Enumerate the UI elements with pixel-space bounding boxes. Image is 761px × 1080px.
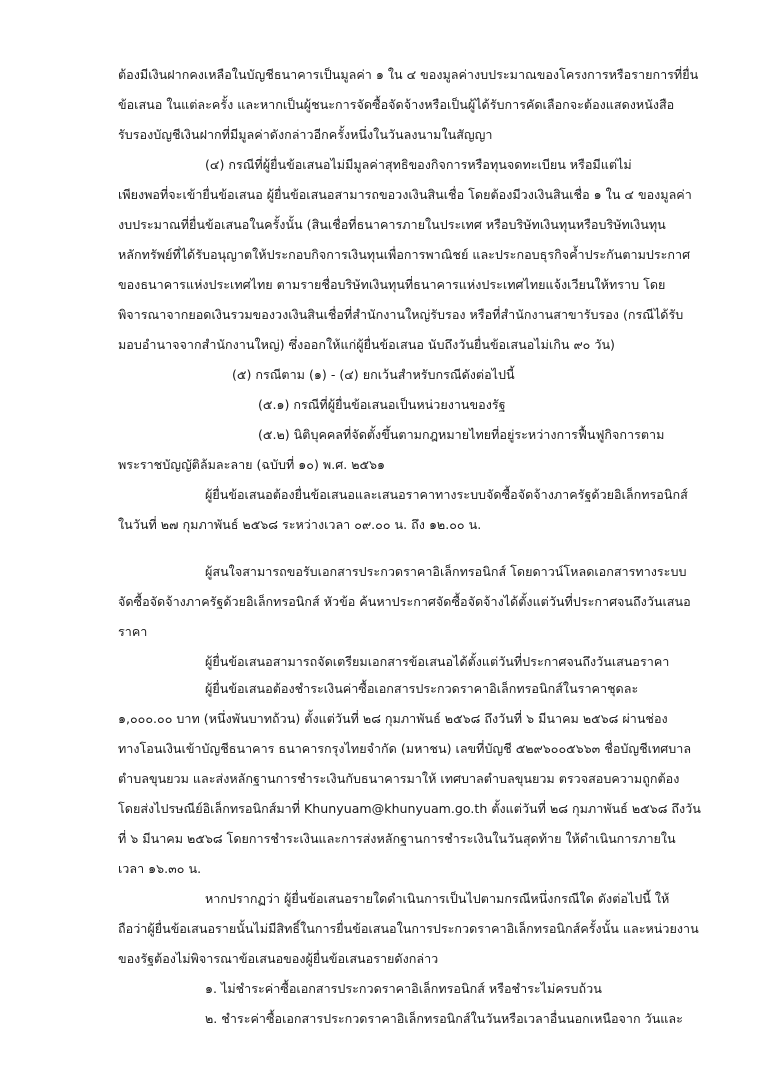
body-line: ผู้ยื่นข้อเสนอสามารถจัดเตรียมเอกสารข้อเสนอได้ตั้งแต่วันที่ประกาศจนถึงวันเสนอราคา <box>205 654 670 669</box>
body-line: ผู้สนใจสามารถขอรับเอกสารประกวดราคาอิเล็กทรอนิกส์ โดยดาวน์โหลดเอกสารทางระบบ <box>205 564 687 579</box>
body-line: จัดซื้อจัดจ้างภาครัฐด้วยอิเล็กทรอนิกส์ หัวข้อ ค้นหาประกาศจัดซื้อจัดจ้างได้ตั้งแต่วันที่ประกาศจนถึงวันเสนอ <box>118 594 691 609</box>
body-line: ตำบลขุนยวม และส่งหลักฐานการชำระเงินกับธนาคารมาให้ เทศบาลตำบลขุนยวม ตรวจสอบความถูกต้อง <box>118 771 680 786</box>
body-line: เพียงพอที่จะเข้ายื่นข้อเสนอ ผู้ยื่นข้อเสนอสามารถขอวงเงินสินเชื่อ โดยต้องมีวงเงินสินเชื่อ ๑ ใน ๔ ของมูลค่า <box>118 187 692 202</box>
body-line: ของธนาคารแห่งประเทศไทย ตามรายชื่อบริษัทเงินทุนที่ธนาคารแห่งประเทศไทยแจ้งเวียนให้ทราบ โดย <box>118 277 666 292</box>
body-line: ที่ ๖ มีนาคม ๒๕๖๘ โดยการชำระเงินและการส่งหลักฐานการชำระเงินในวันสุดท้าย ให้ดำเนินการภายใน <box>118 831 676 846</box>
body-line: เวลา ๑๖.๓๐ น. <box>118 861 202 876</box>
body-line: (๕.๑) กรณีที่ผู้ยื่นข้อเสนอเป็นหน่วยงานของรัฐ <box>258 397 506 412</box>
body-line: โดยส่งไปรษณีย์อิเล็กทรอนิกส์มาที่ Khunyuam@khunyuam.go.th ตั้งแต่วันที่ ๒๘ กุมภาพันธ์ ๒๕๖๘ ถึงวัน <box>118 801 701 816</box>
body-line: ของรัฐต้องไม่พิจารณาข้อเสนอของผู้ยื่นข้อเสนอรายดังกล่าว <box>118 951 439 966</box>
body-line: ๒. ชำระค่าซื้อเอกสารประกวดราคาอิเล็กทรอนิกส์ในวันหรือเวลาอื่นนอกเหนือจาก วันและ <box>205 1011 683 1026</box>
body-line: พระราชบัญญัติล้มละลาย (ฉบับที่ ๑๐) พ.ศ. ๒๕๖๑ <box>118 457 386 472</box>
body-line: มอบอำนาจจากสำนักงานใหญ่) ซึ่งออกให้แก่ผู้ยื่นข้อเสนอ นับถึงวันยื่นข้อเสนอไม่เกิน ๙๐ วัน) <box>118 337 615 352</box>
body-line: (๔) กรณีที่ผู้ยื่นข้อเสนอไม่มีมูลค่าสุทธิของกิจการหรือทุนจดทะเบียน หรือมีแต่ไม่ <box>205 157 632 172</box>
body-line: ถือว่าผู้ยื่นข้อเสนอรายนั้นไม่มีสิทธิ์ในการยื่นข้อเสนอในการประกวดราคาอิเล็กทรอนิกส์ครั้งนั้น และหน่วยงาน <box>118 921 699 936</box>
body-line: หลักทรัพย์ที่ได้รับอนุญาตให้ประกอบกิจการเงินทุนเพื่อการพาณิชย์ และประกอบธุรกิจค้ำประกันตามประกาศ <box>118 247 691 262</box>
body-line: หากปรากฏว่า ผู้ยื่นข้อเสนอรายใดดำเนินการเป็นไปตามกรณีหนึ่งกรณีใด ดังต่อไปนี้ ให้ <box>205 891 670 906</box>
body-line: ราคา <box>118 624 148 639</box>
body-line: พิจารณาจากยอดเงินรวมของวงเงินสินเชื่อที่สำนักงานใหญ่รับรอง หรือที่สำนักงานสาขารับรอง (กรณีได้รับ <box>118 307 684 322</box>
body-line: ทางโอนเงินเข้าบัญชีธนาคาร ธนาคารกรุงไทยจำกัด (มหาชน) เลขที่บัญชี ๕๒๙๖๐๐๕๖๖๓ ชื่อบัญชีเทศบาล <box>118 741 692 756</box>
body-line: ข้อเสนอ ในแต่ละครั้ง และหากเป็นผู้ชนะการจัดซื้อจัดจ้างหรือเป็นผู้ได้รับการคัดเลือกจะต้องแสดงหนังสือ <box>118 97 675 112</box>
body-line: งบประมาณที่ยื่นข้อเสนอในครั้งนั้น (สินเชื่อที่ธนาคารภายในประเทศ หรือบริษัทเงินทุนหรือบริษัทเงินทุน <box>118 217 666 232</box>
body-line: รับรองบัญชีเงินฝากที่มีมูลค่าดังกล่าวอีกครั้งหนึ่งในวันลงนามในสัญญา <box>118 127 493 142</box>
body-line: ผู้ยื่นข้อเสนอต้องชำระเงินค่าซื้อเอกสารประกวดราคาอิเล็กทรอนิกส์ในราคาชุดละ <box>205 681 639 696</box>
body-line: ๑. ไม่ชำระค่าซื้อเอกสารประกวดราคาอิเล็กทรอนิกส์ หรือชำระไม่ครบถ้วน <box>205 981 602 996</box>
body-line: (๕) กรณีตาม (๑) - (๔) ยกเว้นสำหรับกรณีดังต่อไปนี้ <box>232 367 515 382</box>
body-line: (๕.๒) นิติบุคคลที่จัดตั้งขึ้นตามกฎหมายไทยที่อยู่ระหว่างการฟื้นฟูกิจการตาม <box>258 427 665 442</box>
body-line: ผู้ยื่นข้อเสนอต้องยื่นข้อเสนอและเสนอราคาทางระบบจัดซื้อจัดจ้างภาครัฐด้วยอิเล็กทรอนิกส์ <box>205 487 688 502</box>
body-line: ต้องมีเงินฝากคงเหลือในบัญชีธนาคารเป็นมูลค่า ๑ ใน ๔ ของมูลค่างบประมาณของโครงการหรือรายการที่ยื่น <box>118 67 699 82</box>
body-line: ในวันที่ ๒๗ กุมภาพันธ์ ๒๕๖๘ ระหว่างเวลา ๐๙.๐๐ น. ถึง ๑๒.๐๐ น. <box>118 517 482 532</box>
body-line: ๑,๐๐๐.๐๐ บาท (หนึ่งพันบาทถ้วน) ตั้งแต่วันที่ ๒๘ กุมภาพันธ์ ๒๕๖๘ ถึงวันที่ ๖ มีนาคม ๒๕๖๘ ผ่านช่อง <box>118 711 668 726</box>
